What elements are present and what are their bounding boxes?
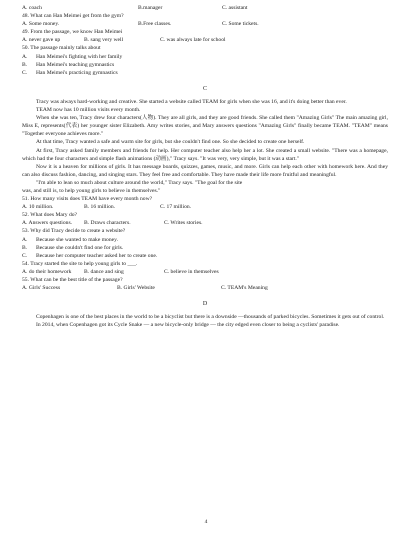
option-b: B. Because she couldn't find one for girls. — [22, 244, 124, 251]
question-stem: 55. What can be the best title of the passage? — [22, 277, 123, 283]
question-54 — [22, 260, 388, 276]
question-stem: 54. Tracy started the site to help young girls to ___. — [22, 260, 138, 267]
question-stem: 48. What can Han Meimei get from the gym? — [22, 13, 124, 20]
question-stem: 53. Why did Tracy decide to create a website? — [22, 228, 126, 235]
question-stem: 52. What does Mary do? — [22, 212, 78, 219]
option-c: C. Because her computer teacher asked her to create one. — [22, 252, 158, 259]
option-b: B. dance and sing — [84, 268, 124, 275]
option-b: B. sang very well — [84, 37, 124, 44]
option-c: C. Writes stories. — [164, 220, 203, 227]
question-stem: 49. From the passage, we know Han Meimei — [22, 29, 123, 36]
q47-options — [22, 4, 388, 12]
option-b: B.manager — [138, 5, 163, 11]
question-48 — [22, 12, 388, 28]
option-a: A. Some money. — [22, 21, 60, 28]
paragraph: At first, Tracy asked family members and friends for help. Her computer teacher also help her a lot. She created a small website. "There was a homepage, which had the four characters and simple flash animations (动画)," Tracy says. "It was very, very simple, but it was a start." — [22, 147, 388, 162]
paragraph: "I'm able to lean so much about culture around the world," Tracy says. "The goal for the site — [36, 179, 243, 186]
question-options — [22, 268, 388, 276]
option-a: A. coach — [22, 5, 42, 11]
paragraph: In 2014, when Copenhagen got its Cycle Snake — a new bicycle-only bridge — the city edged even closer to being a cyclists' paradise. — [36, 322, 340, 329]
passage-c — [22, 98, 388, 195]
paragraph: Copenhagen is one of the best places in the world to be a bicyclist but there is a downside —thousands of parked bicycles. Sometimes it gets out of control. — [36, 314, 385, 321]
paragraph-continued: was, and still is, to help young girls to believe in themselves." — [22, 187, 161, 194]
page-number: 4 — [204, 519, 208, 525]
option-a: A. Han Meimei's fighting with her family — [22, 53, 123, 60]
paragraph: When she was ten, Tracy drew four characters(人物). They are all girls, and they are good friends. She called them "Amazing Girls" The main amazing girl, Miss E, represents(代表) her younger sister Elizabeth. Amy writes stories, and Mary answers questions "Amazing Girls" finally became TEAM. "TEAM" means "Together everyone achieves more." — [22, 115, 388, 138]
question-stem: 51. How many visits does TEAM have every month now? — [22, 196, 153, 203]
option-b: B. Han Meimei's teaching gymnastics — [22, 61, 115, 68]
question-55 — [22, 276, 388, 292]
question-53 — [22, 227, 388, 259]
question-50 — [22, 44, 388, 76]
option-a: A. Because she wanted to make money. — [22, 236, 118, 243]
option-c: C. believe in themselves — [164, 268, 219, 275]
option-b: B. Girls' Website — [117, 285, 155, 292]
option-a: A. never gave up — [22, 37, 61, 44]
question-52 — [22, 211, 388, 227]
question-options — [22, 284, 388, 292]
question-49 — [22, 28, 388, 44]
question-options — [22, 203, 388, 211]
paragraph: Now it is a heaven for millions of girls. It has message boards, quizzes, games, music, and more. Girls can help each other with homework here. And they can also discuss fashion, dancing, and singing stars. They feel free and comfortable. They have made their life more fruitful and meaningful. — [22, 163, 388, 178]
question-51 — [22, 195, 388, 211]
section-heading-c: C — [202, 85, 207, 92]
option-c: C. was always late for school — [160, 37, 226, 44]
section-heading-d: D — [202, 301, 208, 308]
question-stem: 50. The passage mainly talks about — [22, 45, 101, 52]
paragraph: Tracy was always hard-working and creative. She started a website called TEAM for girls when she was 16, and it's doing better than ever. — [36, 98, 347, 105]
question-options — [22, 36, 388, 44]
option-b: B. Draws characters. — [84, 220, 131, 227]
option-a: A. 10 million. — [22, 204, 54, 211]
option-c: C. Some tickets. — [222, 21, 259, 28]
question-options — [22, 219, 388, 227]
option-a: A. Answers questions. — [22, 220, 73, 227]
paragraph: TEAM now has 10 million visits every month. — [36, 107, 141, 114]
option-c: C. Han Meimei's practicing gymnastics — [22, 69, 118, 76]
passage-d — [22, 313, 388, 329]
option-c: C. assistant — [222, 5, 248, 11]
paragraph: At that time, Tracy wanted a safe and warm site for girls, but she couldn't find one. So she decided to create one herself. — [36, 139, 305, 146]
option-c: C. TEAM's Meaning — [221, 285, 268, 292]
option-b: B. 16 million. — [84, 204, 116, 211]
option-a: A. do their homework — [22, 268, 72, 275]
option-c: C. 17 million. — [160, 204, 192, 211]
option-a: A. Girls' Success — [22, 285, 61, 292]
option-b: B.Free classes. — [138, 21, 172, 28]
question-options — [22, 20, 388, 28]
